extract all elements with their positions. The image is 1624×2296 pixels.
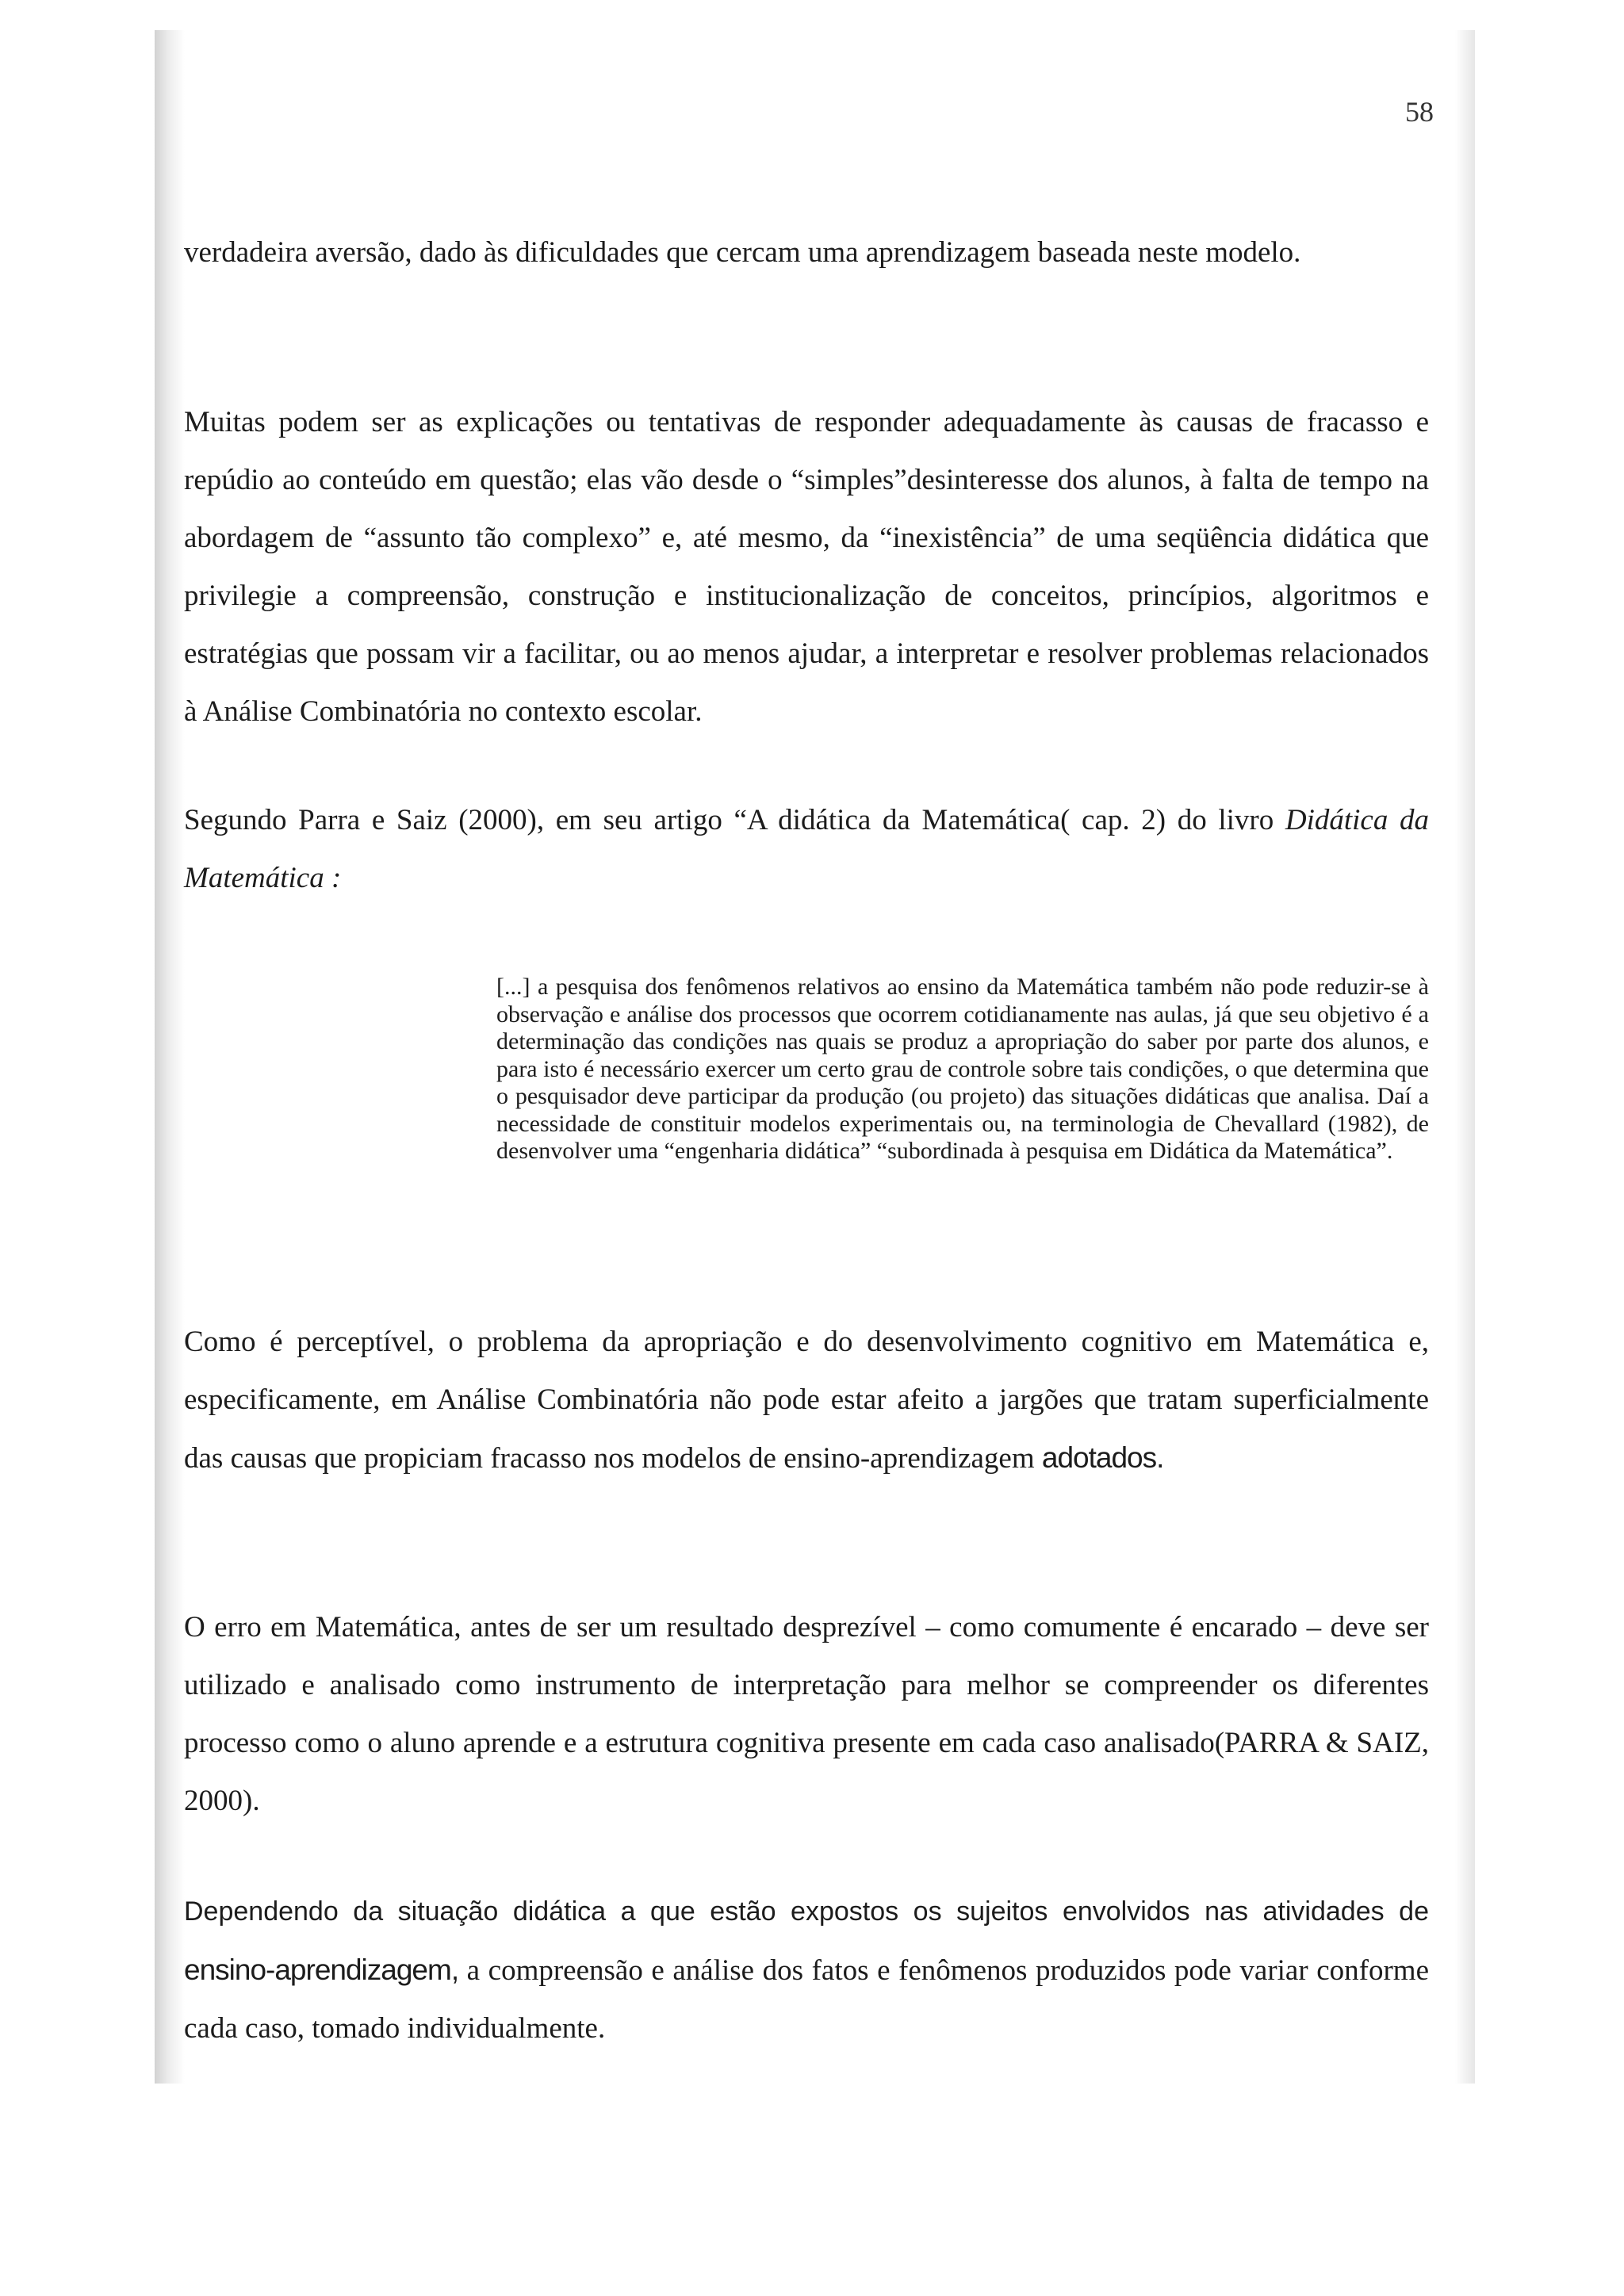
block-quote: [...] a pesquisa dos fenômenos relativos ao ensino da Matemática também não pode reduzir-se à observação e análise dos processos que ocorrem cotidianamente nas aulas, já que seu objetivo é a determinação das condições nas quais se produz a apropriação do saber por parte dos alunos, e para isto é necessário exercer um certo grau de controle sobre tais condições, o que determina que o pesquisador deve participar da produção (ou projeto) das situações didáticas que analisa. Daí a necessidade de constituir modelos experimentais ou, na terminologia de Chevallard (1982), de desenvolver uma “engenharia didática” “subordinada à pesquisa em Didática da Matemática”. — [496, 974, 1429, 1164]
paragraph-4 — [184, 1313, 1429, 1487]
scan-edge-shadow — [155, 30, 185, 2084]
paragraph-4-last-word: adotados. — [1041, 1441, 1164, 1474]
paragraph-6 — [184, 1882, 1429, 2057]
paragraph-2: Muitas podem ser as explicações ou tentativas de responder adequadamente às causas de fracasso e repúdio ao conteúdo em questão; elas vão desde o “simples”desinteresse dos alunos, à falta de tempo na abordagem de “assunto tão complexo” e, até mesmo, da “inexistência” de uma seqüência didática que privilegie a compreensão, construção e institucionalização de conceitos, princípios, algoritmos e estratégias que possam vir a facilitar, ou ao menos ajudar, a interpretar e resolver problemas relacionados à Análise Combinatória no contexto escolar. — [184, 406, 1429, 728]
paragraph-6-word: ensino-aprendizagem, — [184, 1954, 459, 1986]
paragraph-6-lead: Dependendo da situação didática a que estão expostos os sujeitos envolvidos nas atividades de — [184, 1896, 1429, 1927]
paragraph-5: O erro em Matemática, antes de ser um resultado desprezível – como comumente é encarado – deve ser utilizado e analisado como instrumento de interpretação para melhor se compreender os diferentes processo como o aluno aprende e a estrutura cognitiva presente em cada caso analisado(PARRA & SAIZ, 2000). — [184, 1611, 1429, 1817]
page-number: 58 — [1405, 96, 1434, 128]
scan-edge-shadow-right — [1455, 30, 1475, 2084]
paragraph-1: verdadeira aversão, dado às dificuldades que cercam uma aprendizagem baseada neste modelo. — [184, 236, 1301, 269]
paragraph-6-text: a compreensão e análise dos fatos e fenômenos produzidos pode variar conforme cada caso, tomado individualmente. — [184, 1954, 1429, 2045]
paragraph-4-text: Como é perceptível, o problema da apropriação e do desenvolvimento cognitivo em Matemática e, especificamente, em Análise Combinatória não pode estar afeito a jargões que tratam superficialmente das causas que propiciam fracasso nos modelos de ensino-aprendizagem — [184, 1326, 1429, 1475]
paragraph-3 — [184, 791, 1429, 907]
paragraph-3-text: Segundo Parra e Saiz (2000), em seu artigo “A didática da Matemática( cap. 2) do livro — [184, 804, 1285, 836]
book-title: Didática da Matemática : — [184, 804, 1429, 894]
